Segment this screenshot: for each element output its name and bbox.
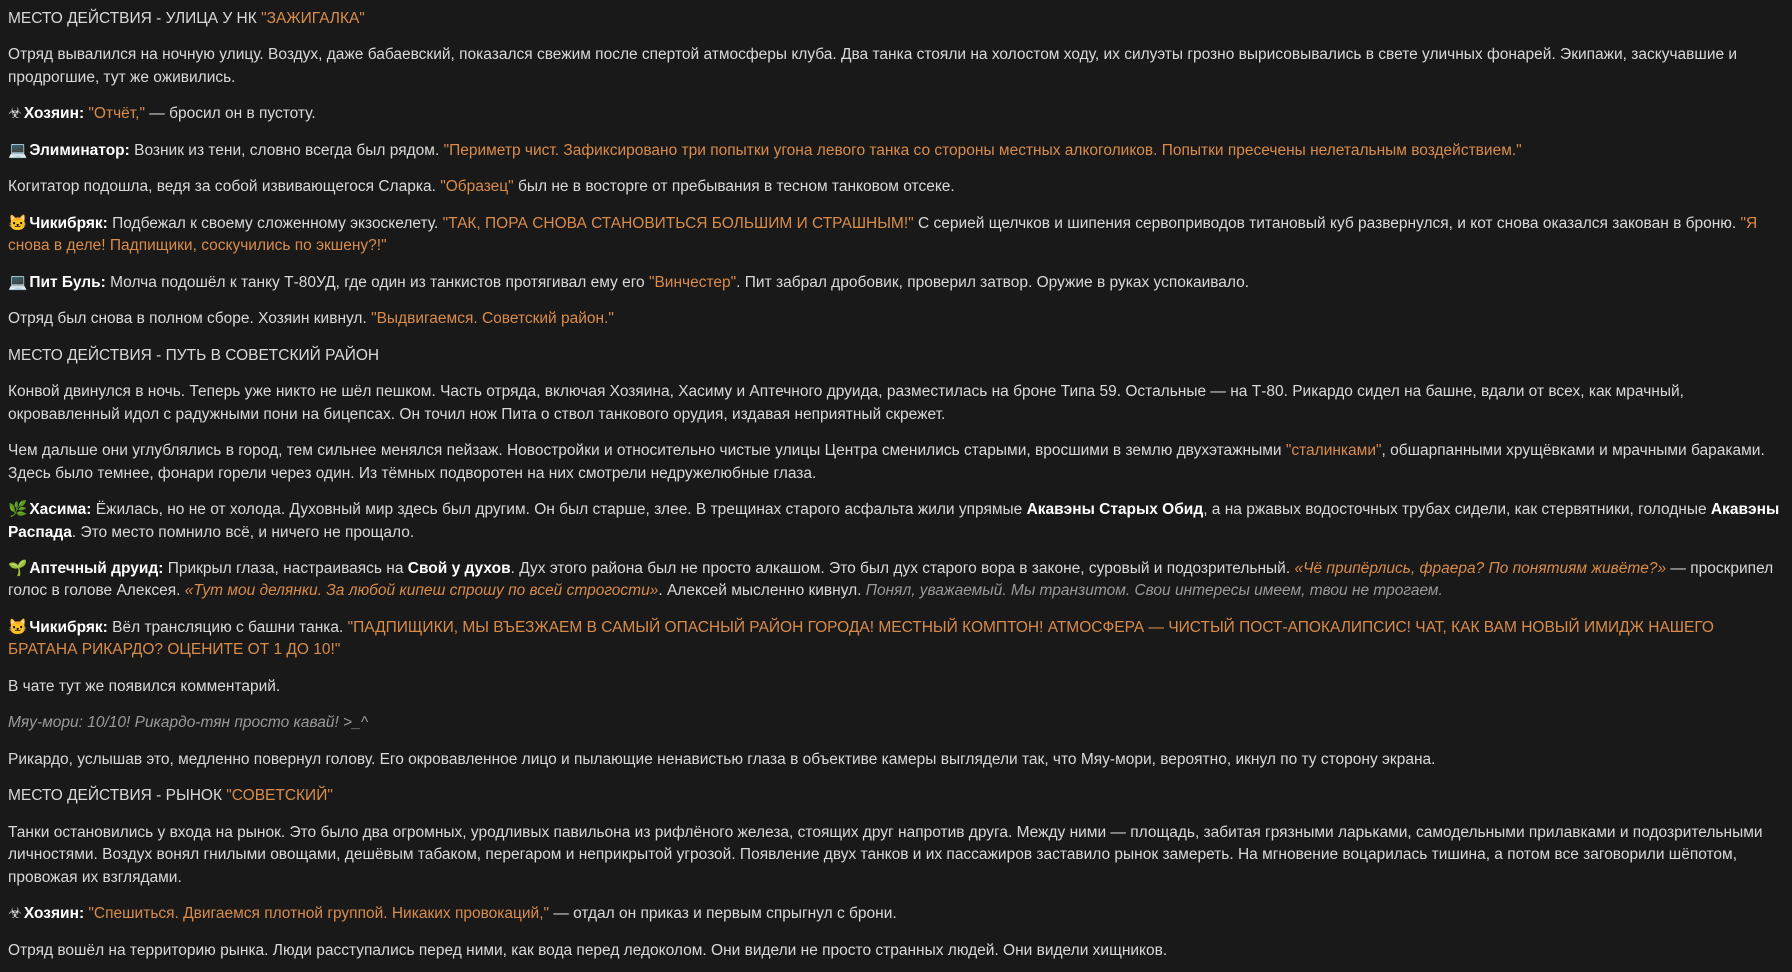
paragraph-text: Отряд вывалился на ночную улицу. Воздух, даже бабаевский, показался свежим после спертой атмосферы клуба. Два танка стояли на холостом ходу, их силуэты грозно вырисовывались в свете уличных фонарей. Экипажи, заскучавшие и продрогшие, тут же оживились. (8, 46, 1738, 86)
dialogue-quote: "ПАДПИЩИКИ, МЫ ВЪЕЗЖАЕМ В САМЫЙ ОПАСНЫЙ РАЙОН ГОРОДА! МЕСТНЫЙ КОМПТОН! АТМОСФЕРА — ЧИСТЫЙ ПОСТ-АПОКАЛИПСИС! ЧАТ, КАК ВАМ НОВЫЙ ИМИДЖ НАШЕГО БРАТАНА РИКАРДО? ОЦЕНИТЕ ОТ 1 ДО 10!" (8, 618, 1714, 659)
paragraph-quote: "сталинками" (1285, 442, 1382, 460)
paragraph-text: Танки остановились у входа на рынок. Это было два огромных, уродливых павильона из рифлёного железа, стоящих друг напротив друга. Между ними — площадь, забитая грязными ларьками, самодельными прилавками и подозрительными личностями. Воздух вонял гнилыми овощами, дешёвым табаком, перегаром и неприкрытой угрозой. Появление двух танков и их пассажиров заставило рынок замереть. На мгновение воцарилась тишина, а потом все заговорили шёпотом, провожая их взглядами. (8, 823, 1763, 886)
dialogue-line-hozyain-order (8, 903, 1784, 925)
dialogue-tail: . Это место помнило всё, и ничего не прощало. (71, 523, 415, 541)
chat-message-text: Мяу-мори: 10/10! Рикардо-тян просто кавай! >_^ (8, 714, 368, 732)
dialogue-line-chikibryak-stream (8, 617, 1784, 662)
dialogue-quote-2: "Я снова в деле! Падпищики, соскучились по экшену?!" (8, 214, 1758, 255)
laptop-icon: 💻 (8, 273, 28, 291)
scene-heading-road (8, 345, 1784, 367)
narration-paragraph (8, 308, 1784, 330)
herb-icon: 🌿 (8, 501, 28, 519)
cat-icon: 🐱 (8, 618, 28, 636)
dialogue-quote: "Периметр чист. Зафиксировано три попытки угона левого танка со стороны местных алкоголиков. Попытки пресечены нелетальным воздействием." (443, 141, 1522, 159)
dialogue-mid: Возник из тени, словно всегда был рядом. (129, 141, 444, 159)
dialogue-line-apothecary-druid (8, 558, 1784, 603)
scene-heading-quote: "СОВЕТСКИЙ" (226, 787, 333, 805)
narration-paragraph (8, 676, 1784, 698)
scene-heading-quote: "ЗАЖИГАЛКА" (261, 10, 365, 27)
paragraph-text: Конвой двинулся в ночь. Теперь уже никто не шёл пешком. Часть отряда, включая Хозяина, Хасиму и Аптечного друида, разместилась на броне Типа 59. Остальные — на Т-80. Рикардо сидел на башне, вдали от всех, как мрачный, окровавленный идол с радужными пони на бицепсах. Он точил нож Пита о ствол танкового орудия, издавая неприятный скрежет. (8, 383, 1684, 423)
dialogue-line-eliminator (8, 140, 1784, 162)
emphasis-term: Свой у духов (407, 559, 511, 577)
narration-paragraph (8, 176, 1784, 198)
speaker-label: Элиминатор: (29, 141, 130, 159)
seedling-icon: 🌱 (8, 559, 28, 577)
scene-heading-street (8, 8, 1784, 30)
dialogue-mid: Молча подошёл к танку Т-80УД, где один из танкистов протягивал ему его (105, 273, 649, 291)
emphasis-term-2: Акавэны Распада (8, 501, 1780, 541)
dialogue-mid-4: . Алексей мысленно кивнул. (658, 582, 866, 600)
paragraph-quote: "Образец" (440, 178, 514, 196)
biohazard-icon: ☣ (8, 105, 22, 123)
paragraph-tail: , обшарпанными хрущёвками и мрачными бараками. Здесь было темнее, фонари горели через один. Из тёмных подворотен на них смотрели недружелюбные глаза. (8, 442, 1765, 482)
dialogue-line-pit-bull (8, 272, 1784, 294)
scene-heading-text: МЕСТО ДЕЙСТВИЯ - РЫНОК (8, 787, 227, 805)
speaker-label: Хасима: (29, 501, 92, 519)
narration-paragraph (8, 822, 1784, 889)
scene-heading-text: МЕСТО ДЕЙСТВИЯ - УЛИЦА У НК (8, 10, 262, 27)
dialogue-mid-2: , а на ржавых водосточных трубах сидели, как стервятники, голодные (1203, 501, 1711, 519)
paragraph-pre: Отряд был снова в полном сборе. Хозяин кивнул. (8, 310, 372, 328)
narration-paragraph (8, 440, 1784, 485)
emphasis-term: Акавэны Старых Обид (1026, 501, 1204, 519)
dialogue-quote: "ТАК, ПОРА СНОВА СТАНОВИТЬСЯ БОЛЬШИМ И СТРАШНЫМ!" (442, 214, 914, 232)
scene-heading-market (8, 785, 1784, 807)
dialogue-mid-2: . Дух этого района был не просто алкашом. Это был дух старого вора в законе, суровый и подозрительный. (510, 559, 1295, 577)
dialogue-tail: . Пит забрал дробовик, проверил затвор. Оружие в руках успокаивало. (736, 273, 1250, 291)
dialogue-line-hasima (8, 499, 1784, 544)
speaker-label: Пит Буль: (29, 273, 106, 291)
dialogue-mid: Вёл трансляцию с башни танка. (107, 618, 348, 636)
paragraph-quote: "Выдвигаемся. Советский район." (371, 310, 614, 328)
spirit-quote: «Чё припёрлись, фраера? По понятиям живёте?» (1294, 559, 1667, 577)
dialogue-quote: "Отчёт," (84, 105, 145, 123)
dialogue-tail: — отдал он приказ и первым спрыгнул с брони. (549, 905, 897, 923)
speaker-label: Хозяин: (23, 105, 85, 123)
speaker-label: Аптечный друид: (29, 559, 164, 577)
paragraph-tail: был не в восторге от пребывания в тесном танковом отсеке. (513, 178, 955, 196)
spirit-quote-2: «Тут мои делянки. За любой кипеш спрошу по всей строгости» (184, 582, 659, 600)
laptop-icon: 💻 (8, 141, 28, 159)
narration-paragraph (8, 381, 1784, 426)
dialogue-quote: "Винчестер" (648, 273, 737, 291)
speaker-label: Хозяин: (23, 905, 85, 923)
chat-message (8, 712, 1784, 734)
biohazard-icon: ☣ (8, 905, 22, 923)
scene-heading-text: МЕСТО ДЕЙСТВИЯ - ПУТЬ В СОВЕТСКИЙ РАЙОН (8, 346, 380, 364)
dialogue-mid: Подбежал к своему сложенному экзоскелету. (107, 214, 443, 232)
speaker-label: Чикибряк: (29, 618, 108, 636)
narration-paragraph (8, 749, 1784, 771)
dialogue-tail: — бросил он в пустоту. (144, 105, 316, 123)
narration-paragraph (8, 940, 1784, 962)
dialogue-mid: Прикрыл глаза, настраиваясь на (163, 559, 408, 577)
dialogue-line-chikibryak (8, 213, 1784, 258)
dialogue-mid-2: С серией щелчков и шипения сервоприводов титановый куб развернулся, и кот снова оказался закован в броню. (913, 214, 1741, 232)
dialogue-mid: Ёжилась, но не от холода. Духовный мир здесь был другим. Он был старше, злее. В трещинах старого асфальта жили упрямые (91, 501, 1027, 519)
inner-thought: Понял, уважаемый. Мы транзитом. Свои интересы имеем, твои не трогаем. (865, 582, 1443, 600)
dialogue-mid-3: — проскрипел голос в голове Алексея. (8, 559, 1774, 600)
dialogue-line-hozyain (8, 103, 1784, 125)
paragraph-text: Отряд вошёл на территорию рынка. Люди расступались перед ними, как вода перед ледоколом. Они видели не просто странных людей. Они видели хищников. (8, 941, 1168, 959)
paragraph-pre: Когитатор подошла, ведя за собой извивающегося Сларка. (8, 178, 441, 196)
speaker-label: Чикибряк: (29, 214, 108, 232)
dialogue-quote: "Спешиться. Двигаемся плотной группой. Никаких провокаций," (84, 905, 550, 923)
paragraph-pre: Чем дальше они углублялись в город, тем сильнее менялся пейзаж. Новостройки и относительно чистые улицы Центра сменились старыми, вросшими в землю двухэтажными (8, 442, 1286, 460)
narration-paragraph (8, 44, 1784, 89)
paragraph-text: Рикардо, услышав это, медленно повернул голову. Его окровавленное лицо и пылающие ненавистью глаза в объективе камеры выглядели так, что Мяу-мори, вероятно, икнул по ту сторону экрана. (8, 750, 1436, 768)
cat-icon: 🐱 (8, 214, 28, 232)
paragraph-text: В чате тут же появился комментарий. (8, 677, 281, 695)
